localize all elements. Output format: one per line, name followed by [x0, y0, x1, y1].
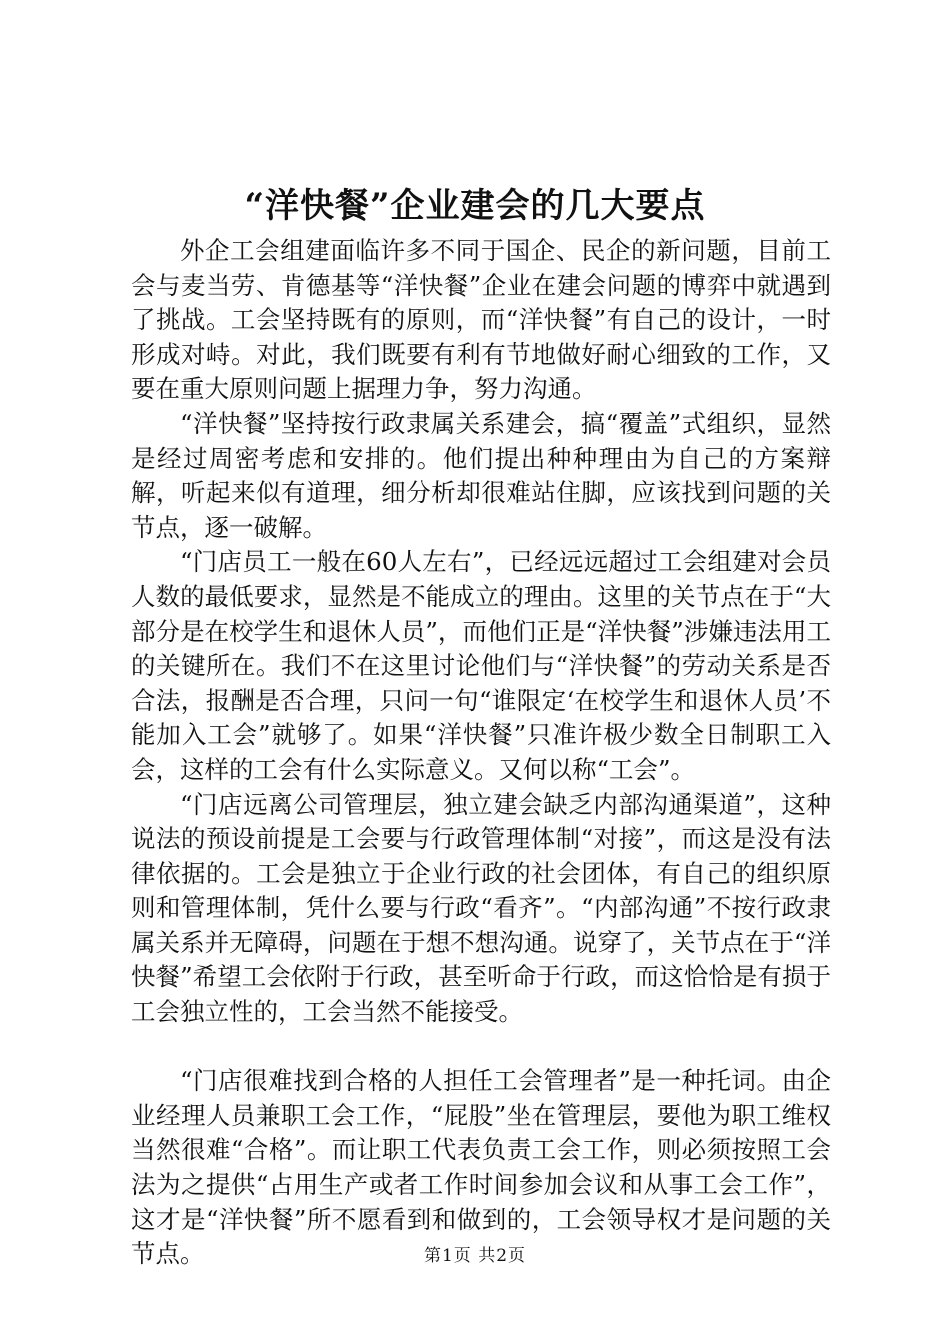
paragraph-2: “洋快餐”坚持按行政隶属关系建会，搞“覆盖”式组织，显然是经过周密考虑和安排的。他们提出种种理由为自己的方案辩解，听起来似有道理，细分析却很难站住脚，应该找到问题的关节点，逐一破解。 — [131, 408, 831, 542]
paragraph-1: 外企工会组建面临许多不同于国企、民企的新问题，目前工会与麦当劳、肯德基等“洋快餐”企业在建会问题的博弈中就遇到了挑战。工会坚持既有的原则，而“洋快餐”有自己的设计，一时形成对峙。对此，我们既要有利有节地做好耐心细致的工作，又要在重大原则问题上据理力争，努力沟通。 — [131, 236, 831, 404]
paragraph-4: “门店远离公司管理层，独立建会缺乏内部沟通渠道”，这种说法的预设前提是工会要与行政管理体制“对接”，而这是没有法律依据的。工会是独立于企业行政的社会团体，有自己的组织原则和管理体制，凭什么要与行政“看齐”。“内部沟通”不按行政隶属关系并无障碍，问题在于想不想沟通。说穿了，关节点在于“洋快餐”希望工会依附于行政，甚至听命于行政，而这恰恰是有损于工会独立性的，工会当然不能接受。 — [131, 789, 831, 1027]
paragraph-3: “门店员工一般在60人左右”，已经远远超过工会组建对会员人数的最低要求，显然是不能成立的理由。这里的关节点在于“大部分是在校学生和退休人员”，而他们正是“洋快餐”涉嫌违法用工的关键所在。我们不在这里讨论他们与“洋快餐”的劳动关系是否合法，报酬是否合理，只问一句“谁限定‘在校学生和退休人员’不能加入工会”就够了。如果“洋快餐”只准许极少数全日制职工入会，这样的工会有什么实际意义。又何以称“工会”。 — [131, 547, 831, 784]
page-number-footer: 第1页 共2页 — [423, 1246, 527, 1266]
paragraph-5: “门店很难找到合格的人担任工会管理者”是一种托词。由企业经理人员兼职工会工作，“屁股”坐在管理层，要他为职工维权当然很难“合格”。而让职工代表负责工会工作，则必须按照工会法为之提供“占用生产或者工作时间参加会议和从事工会工作”，这才是“洋快餐”所不愿看到和做到的，工会领导权才是问题的关节点。 — [131, 1066, 831, 1269]
document-body — [131, 234, 831, 1272]
document-title: “洋快餐”企业建会的几大要点 — [244, 186, 706, 226]
paragraph-gap — [131, 1030, 831, 1065]
